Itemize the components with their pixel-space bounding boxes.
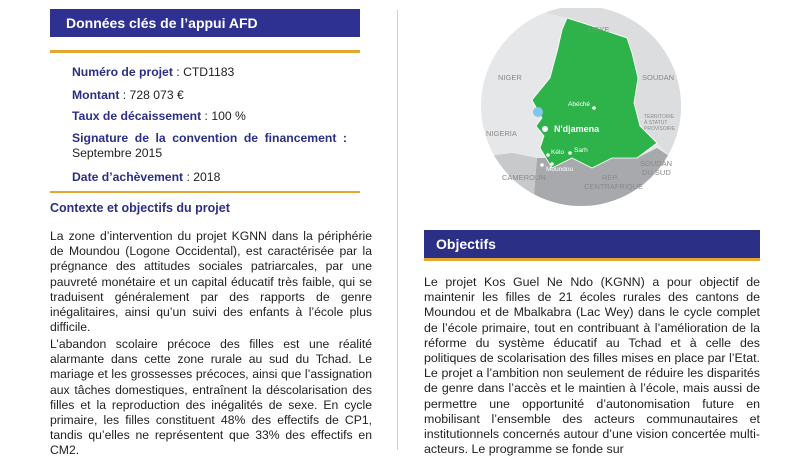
- amount-label: Montant: [72, 88, 120, 102]
- kelo-dot: [546, 153, 550, 157]
- key-data-bottom-line: [50, 191, 360, 193]
- map-label-sarh: Sarh: [574, 147, 588, 154]
- context-paragraph-1: La zone d’intervention du projet KGNN dans la périphérie de Moundou (Logone Occidental), est caractérisée par la prégnance des attitudes sociales patriarcales, par une pauvreté monétaire et un capital éducatif très faible, qui se traduisent généralement par des rapports de genre inégalitaires, ainsi qu’un suivi des enfants à l’école plus difficile.: [50, 229, 372, 335]
- map-label-ndjamena: N'djamena: [554, 124, 600, 134]
- objectives-underline: [424, 258, 760, 261]
- map-label-soudan: SOUDAN: [642, 73, 675, 82]
- amount-value: : 728 073 €: [119, 88, 184, 102]
- map-label-rca-1: REP.: [602, 173, 619, 182]
- key-data-underline: [50, 50, 360, 53]
- objectives-title: Objectifs: [436, 236, 496, 252]
- sarh-dot: [568, 151, 572, 155]
- project-number-row: [72, 65, 234, 80]
- map-label-territoire-2: À STATUT: [644, 120, 668, 126]
- project-number-value: : CTD1183: [172, 65, 235, 79]
- abeche-dot: [592, 106, 596, 110]
- map-label-territoire-3: PROVISOIRE: [644, 126, 676, 132]
- context-title: Contexte et objectifs du projet: [50, 201, 230, 215]
- map-label-moundou: Moundou: [546, 166, 574, 173]
- extra-dot: [540, 163, 544, 167]
- map-label-libye: LIBYE: [588, 25, 610, 34]
- objectives-paragraph: Le projet Kos Guel Ne Ndo (KGNN) a pour objectif de maintenir les filles de 21 écoles rurales des cantons de Moundou et de Mbalkabra (Lac Wey) dans le cycle complet de l’école primaire, tout en contribuant à l’amélioration de la réforme du système éducatif au Tchad et à celle des politiques de scolarisation des filles mises en place par l’Etat. Le projet a l’ambition non seulement de réduire les disparités de genre dans l’accès et le maintien à l’école, mais aussi de permettre une opportunité d’autonomisation future en mobilisant l’ensemble des acteurs communautaires et institutionnels concernés autour d’une vision concertée multi-acteurs. Le programme se fonde sur: [424, 275, 760, 457]
- map-label-abeche: Abéché: [568, 101, 591, 108]
- disbursement-value: : 100 %: [201, 109, 246, 123]
- amount-row: [72, 88, 184, 103]
- lake-chad: [533, 107, 543, 117]
- map-label-soudan-sud-1: SOUDAN: [640, 159, 673, 168]
- map-label-soudan-sud-2: DU SUD: [642, 168, 671, 177]
- map-label-cameroun: CAMEROUN: [502, 173, 546, 182]
- ndjamena-dot: [542, 126, 549, 133]
- map-label-nigeria: NIGERIA: [486, 129, 517, 138]
- completion-label: Date d’achèvement: [72, 170, 184, 184]
- completion-value: : 2018: [183, 170, 221, 184]
- column-divider: [397, 10, 398, 450]
- map-label-territoire-1: TERRITOIRE: [644, 114, 675, 120]
- key-data-banner: [50, 9, 360, 37]
- signature-row: [72, 131, 347, 161]
- signature-value: Septembre 2015: [72, 146, 163, 160]
- cameroon-region: [472, 153, 537, 218]
- key-data-title: Données clés de l’appui AFD: [66, 15, 258, 31]
- disbursement-row: [72, 109, 246, 124]
- map-label-kelo: Kélo: [551, 149, 565, 156]
- completion-row: [72, 170, 220, 185]
- map-label-niger: NIGER: [498, 73, 522, 82]
- disbursement-label: Taux de décaissement: [72, 109, 202, 123]
- chad-map: [472, 8, 690, 218]
- signature-label: Signature de la convention de financement :: [72, 131, 347, 145]
- project-number-label: Numéro de projet: [72, 65, 173, 79]
- context-paragraph-2: L’abandon scolaire précoce des filles est une réalité alarmante dans cette zone rurale au sud du Tchad. Le mariage et les grossesses précoces, ainsi que l’assignation aux tâches domestiques, entraînent la déscolarisation des filles et la reproduction des inégalités de sexe. En cycle primaire, les filles constituent 48% des effectifs de CP1, tandis qu’elles ne représentent que 33% des effectifs en CM2.: [50, 337, 372, 458]
- objectives-banner: [424, 230, 760, 258]
- map-label-rca-2: CENTRAFRIQUE: [584, 182, 644, 191]
